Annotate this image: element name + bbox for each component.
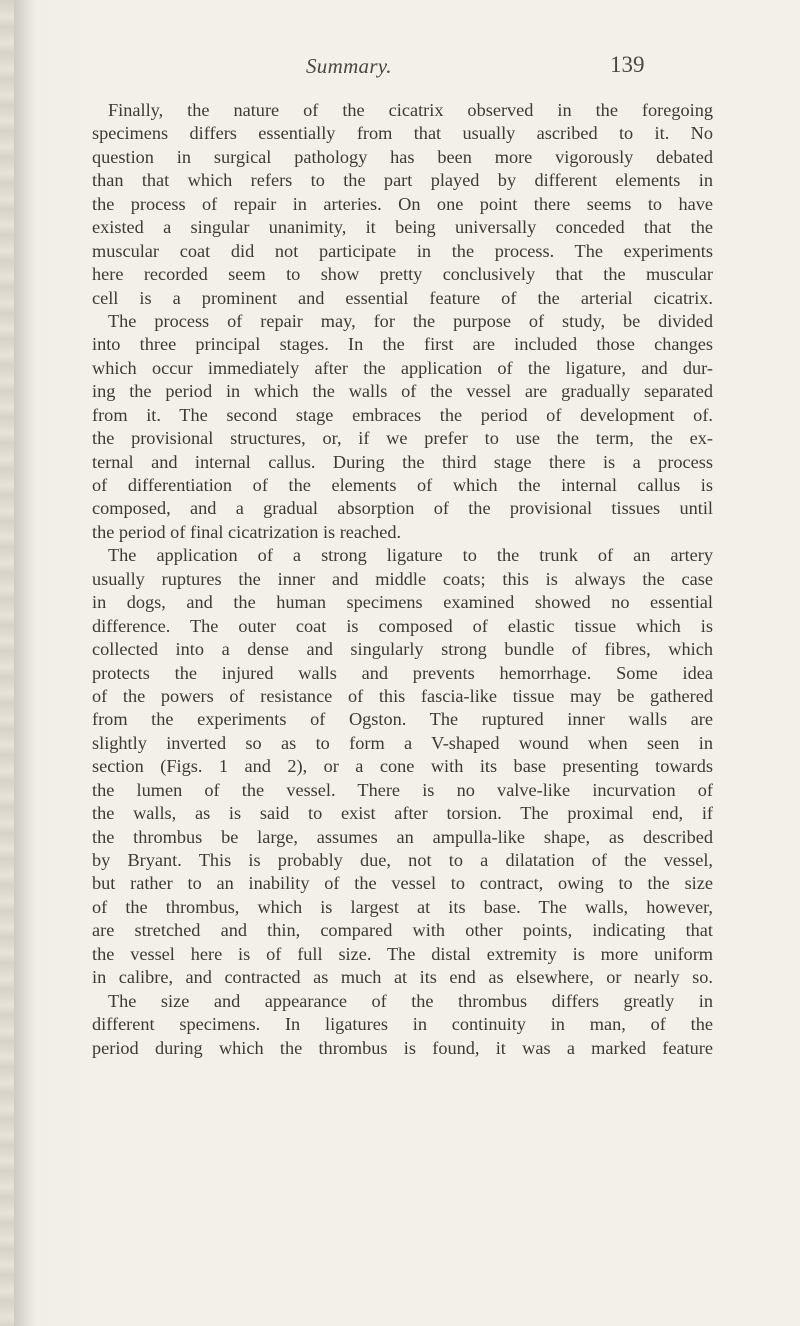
gutter-shadow (14, 0, 36, 1326)
text-line: The application of a strong ligature to the trunk of an artery (108, 545, 713, 566)
text-line: the process of repair in arteries. On one point there seems to have (92, 193, 713, 214)
text-line: but rather to an inability of the vessel to contract, owing to the size (92, 873, 713, 894)
text-line: ing the period in which the walls of the vessel are gradually separated (92, 381, 713, 402)
text-line: The size and appearance of the thrombus differs greatly in (108, 990, 713, 1011)
text-line: the provisional structures, or, if we prefer to use the term, the ex- (92, 428, 713, 449)
text-line: usually ruptures the inner and middle coats; this is always the case (92, 568, 713, 589)
text-line: the lumen of the vessel. There is no valve-like incurvation of (92, 779, 713, 800)
text-line: into three principal stages. In the first are included those changes (92, 334, 713, 355)
text-line: are stretched and thin, compared with other points, indicating that (92, 920, 713, 941)
text-line: collected into a dense and singularly strong bundle of fibres, which (92, 639, 713, 660)
page-header (0, 54, 800, 94)
text-line: question in surgical pathology has been more vigorously debated (92, 146, 713, 167)
text-line: here recorded seem to show pretty conclusively that the muscular (92, 264, 713, 285)
body-text (92, 99, 713, 1060)
text-line: of differentiation of the elements of which the internal callus is (92, 475, 713, 495)
text-line: section (Figs. 1 and 2), or a cone with its base presenting towards (92, 756, 713, 777)
text-line: in calibre, and contracted as much at its end as elsewhere, or nearly so. (92, 967, 713, 988)
text-line: Finally, the nature of the cicatrix observed in the foregoing (108, 100, 713, 120)
running-head: Summary. (306, 54, 392, 78)
text-line: the vessel here is of full size. The distal extremity is more uniform (92, 943, 713, 964)
text-line: in dogs, and the human specimens examined showed no essential (92, 592, 713, 613)
text-line: the period of final cicatrization is reached. (92, 521, 402, 542)
text-line: from it. The second stage embraces the period of development of. (92, 404, 713, 425)
text-line: The process of repair may, for the purpose of study, be divided (108, 310, 713, 331)
text-line: of the powers of resistance of this fascia-like tissue may be gathered (92, 685, 713, 706)
text-line: by Bryant. This is probably due, not to a dilatation of the vessel, (92, 850, 713, 870)
text-line: ternal and internal callus. During the third stage there is a process (92, 451, 713, 472)
text-line: from the experiments of Ogston. The ruptured inner walls are (92, 709, 713, 730)
text-line: different specimens. In ligatures in continuity in man, of the (92, 1014, 713, 1035)
text-line: difference. The outer coat is composed of elastic tissue which is (92, 615, 713, 636)
text-line: slightly inverted so as to form a V-shaped wound when seen in (92, 732, 713, 753)
text-line: of the thrombus, which is largest at its base. The walls, however, (92, 896, 713, 917)
page-number: 139 (610, 52, 645, 77)
text-line: period during which the thrombus is found, it was a marked feature (92, 1037, 713, 1058)
text-line: muscular coat did not participate in the process. The experiments (92, 240, 713, 261)
text-line: than that which refers to the part played by different elements in (92, 170, 713, 191)
page-gutter (0, 0, 14, 1326)
text-line: cell is a prominent and essential feature of the arterial cicatrix. (92, 287, 713, 308)
text-line: protects the injured walls and prevents hemorrhage. Some idea (92, 662, 713, 683)
text-line: the thrombus be large, assumes an ampulla-like shape, as described (92, 826, 713, 847)
text-line: the walls, as is said to exist after torsion. The proximal end, if (92, 803, 713, 824)
text-line: specimens differs essentially from that usually ascribed to it. No (92, 123, 713, 144)
text-line: composed, and a gradual absorption of the provisional tissues until (92, 498, 713, 519)
text-line: which occur immediately after the application of the ligature, and dur- (92, 357, 713, 378)
text-line: existed a singular unanimity, it being universally conceded that the (92, 217, 713, 238)
